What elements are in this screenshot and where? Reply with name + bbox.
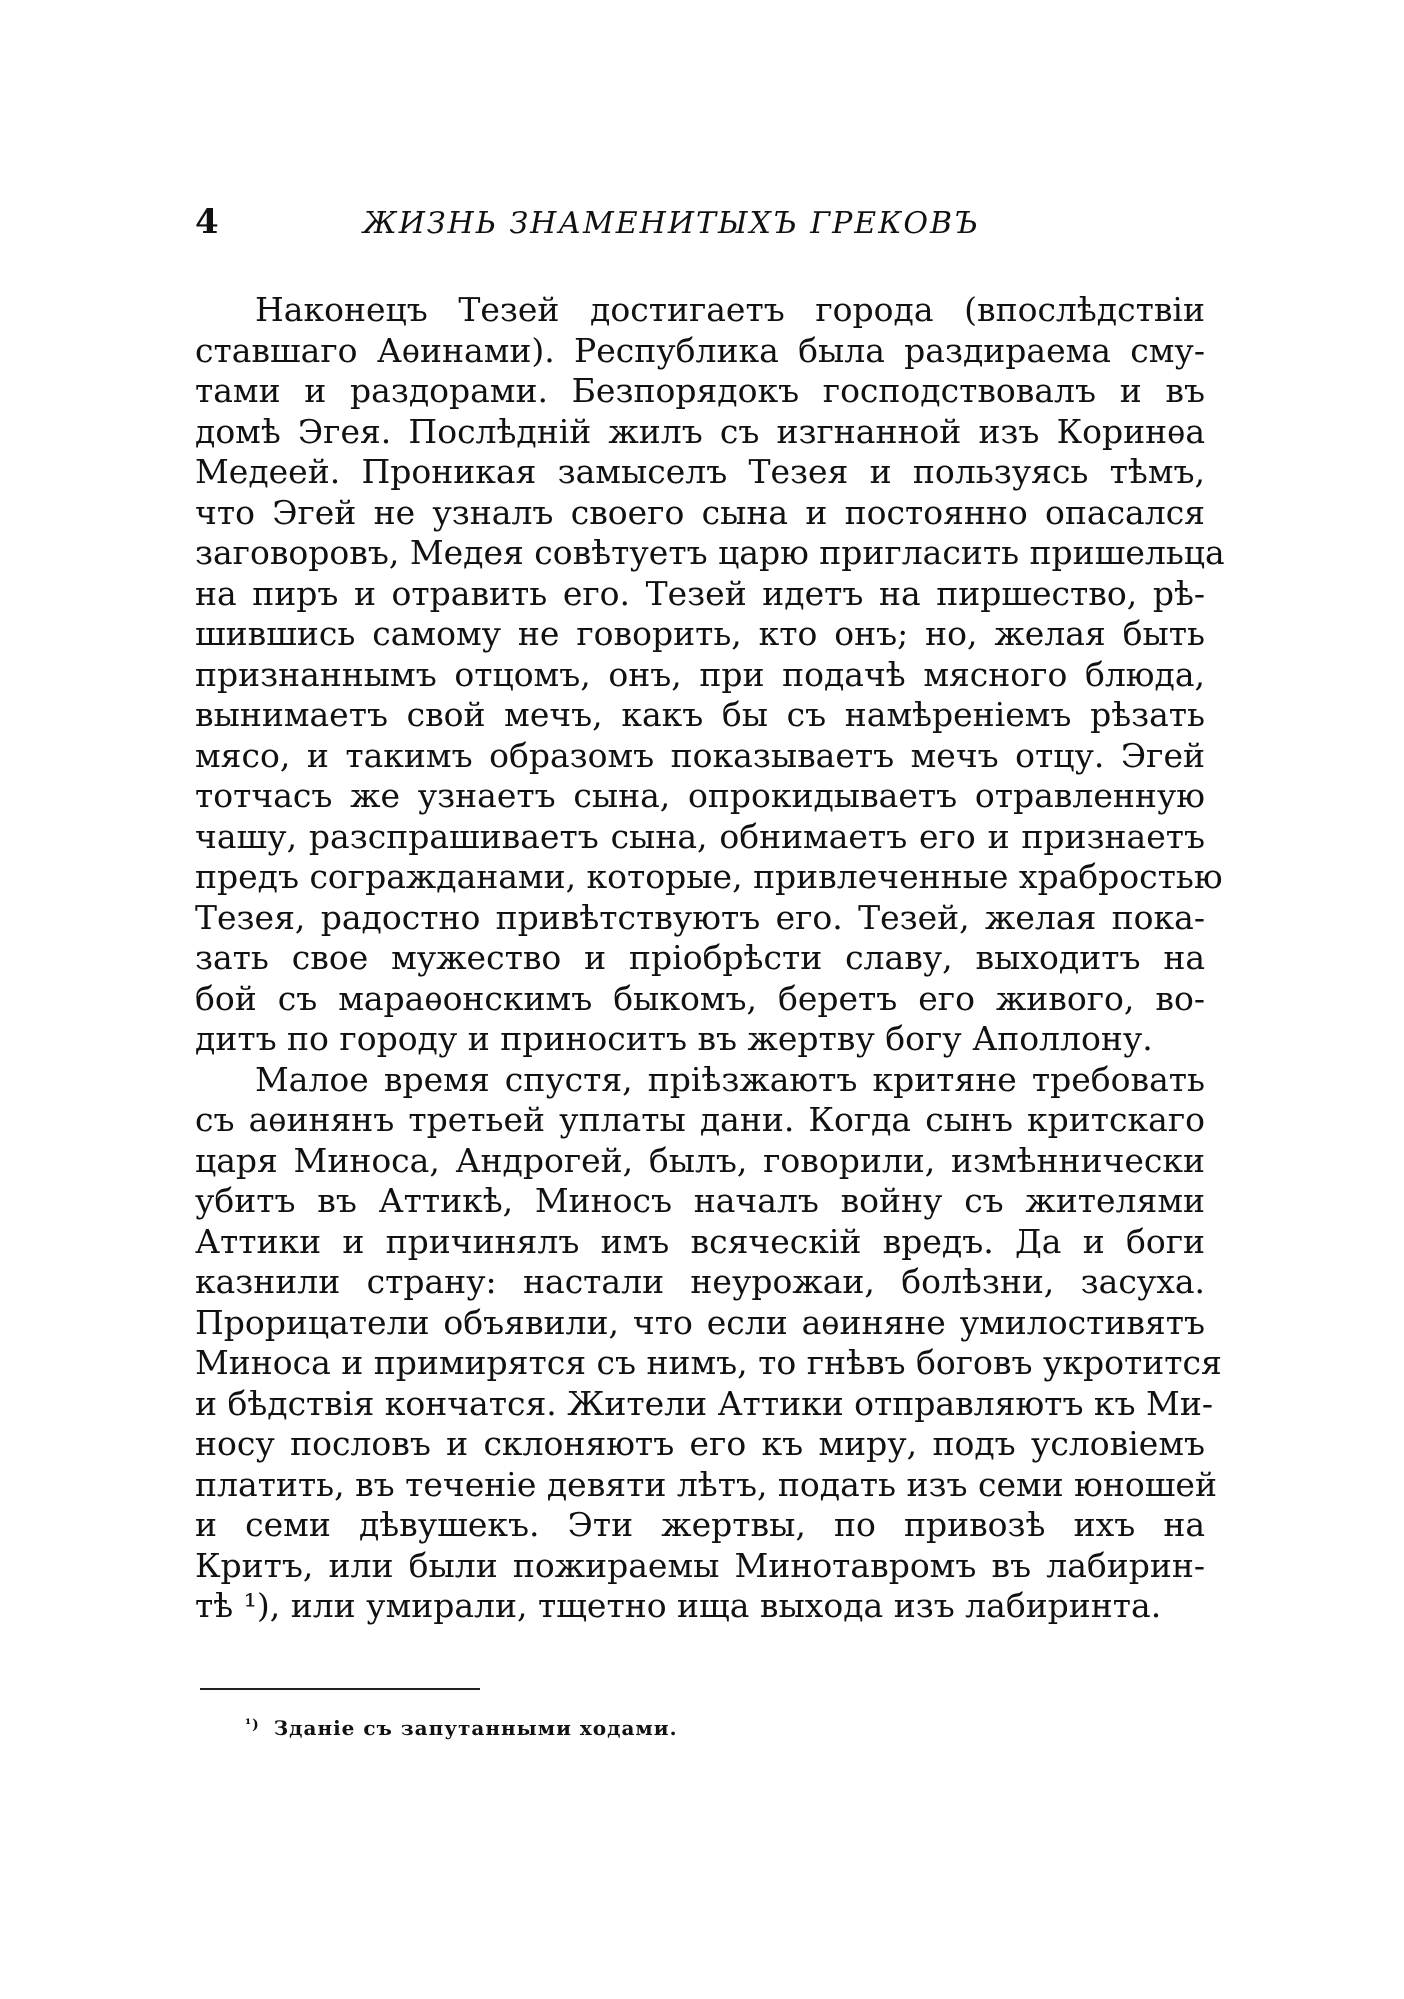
text-line: убитъ въ Аттикѣ, Миносъ началъ войну съ жителями (195, 1181, 1205, 1220)
text-line: дитъ по городу и приноситъ въ жертву богу Аполлону. (195, 1019, 1153, 1058)
footnote-marker: ¹) (245, 1717, 260, 1733)
text-line: тотчасъ же узнаетъ сына, опрокидываетъ отравленную (195, 776, 1205, 815)
text-line: съ аѳинянъ третьей уплаты дани. Когда сынъ критскаго (195, 1100, 1205, 1139)
text-line: шившись самому не говорить, кто онъ; но, желая быть (195, 614, 1205, 653)
text-line: предъ согражданами, которые, привлеченные храбростью (195, 857, 1223, 896)
footnote-text: Зданіе съ запутанными ходами. (273, 1716, 678, 1740)
text-line: Миноса и примирятся съ нимъ, то гнѣвъ боговъ укротится (195, 1343, 1222, 1382)
text-line: Аттики и причинялъ имъ всяческій вредъ. Да и боги (195, 1221, 1205, 1261)
text-line: признаннымъ отцомъ, онъ, при подачѣ мясного блюда, (195, 654, 1205, 694)
text-line: Малое время спустя, пріѣзжаютъ критяне требовать (255, 1059, 1205, 1099)
text-line: тами и раздорами. Безпорядокъ господствовалъ и въ (195, 371, 1205, 410)
body-text (195, 290, 1225, 1627)
text-line: носу пословъ и склоняютъ его къ миру, подъ условіемъ (195, 1424, 1205, 1463)
text-line: Медеей. Проникая замыселъ Тезея и пользуясь тѣмъ, (195, 452, 1205, 491)
text-line: на пиръ и отравить его. Тезей идетъ на пиршество, рѣ- (195, 573, 1205, 613)
text-line: и семи дѣвушекъ. Эти жертвы, по привозѣ ихъ на (195, 1505, 1205, 1544)
text-line: заговоровъ, Медея совѣтуетъ царю пригласить пришельца (195, 533, 1225, 572)
running-title: ЖИЗНЬ ЗНАМЕНИТЫХЪ ГРЕКОВЪ (363, 206, 980, 241)
text-line: платить, въ теченіе девяти лѣтъ, подать изъ семи юношей (195, 1464, 1217, 1504)
text-line: Прорицатели объявили, что если аѳиняне умилостивятъ (195, 1302, 1205, 1342)
page-header (195, 202, 1205, 252)
text-line: казнили страну: настали неурожаи, болѣзни, засуха. (195, 1262, 1205, 1301)
text-line: мясо, и такимъ образомъ показываетъ мечъ отцу. Эгей (195, 735, 1205, 775)
text-line: царя Миноса, Андрогей, былъ, говорили, измѣннически (195, 1140, 1205, 1180)
page-number: 4 (195, 202, 219, 242)
text-line: зать свое мужество и пріобрѣсти славу, выходитъ на (195, 938, 1205, 977)
text-line: Наконецъ Тезей достигаетъ города (впослѣдствіи (255, 290, 1205, 329)
text-line: Тезея, радостно привѣтствуютъ его. Тезей, желая пока- (195, 897, 1205, 937)
text-line: вынимаетъ свой мечъ, какъ бы съ намѣреніемъ рѣзать (195, 695, 1205, 734)
text-line: тѣ ¹), или умирали, тщетно ища выхода изъ лабиринта. (195, 1586, 1162, 1625)
text-line: бой съ мараѳонскимъ быкомъ, беретъ его живого, во- (195, 978, 1205, 1018)
text-line: что Эгей не узналъ своего сына и постоянно опасался (195, 492, 1205, 532)
text-line: чашу, разспрашиваетъ сына, обнимаетъ его и признаетъ (195, 816, 1205, 856)
text-line: Критъ, или были пожираемы Минотавромъ въ лабирин- (195, 1545, 1205, 1585)
footnote (245, 1716, 678, 1740)
text-line: домѣ Эгея. Послѣдній жилъ съ изгнанной изъ Коринѳа (195, 411, 1205, 451)
text-line: и бѣдствія кончатся. Жители Аттики отправляютъ къ Ми- (195, 1383, 1213, 1423)
footnote-rule (200, 1688, 480, 1690)
text-line: ставшаго Аѳинами). Республика была раздираема сму- (195, 330, 1205, 370)
